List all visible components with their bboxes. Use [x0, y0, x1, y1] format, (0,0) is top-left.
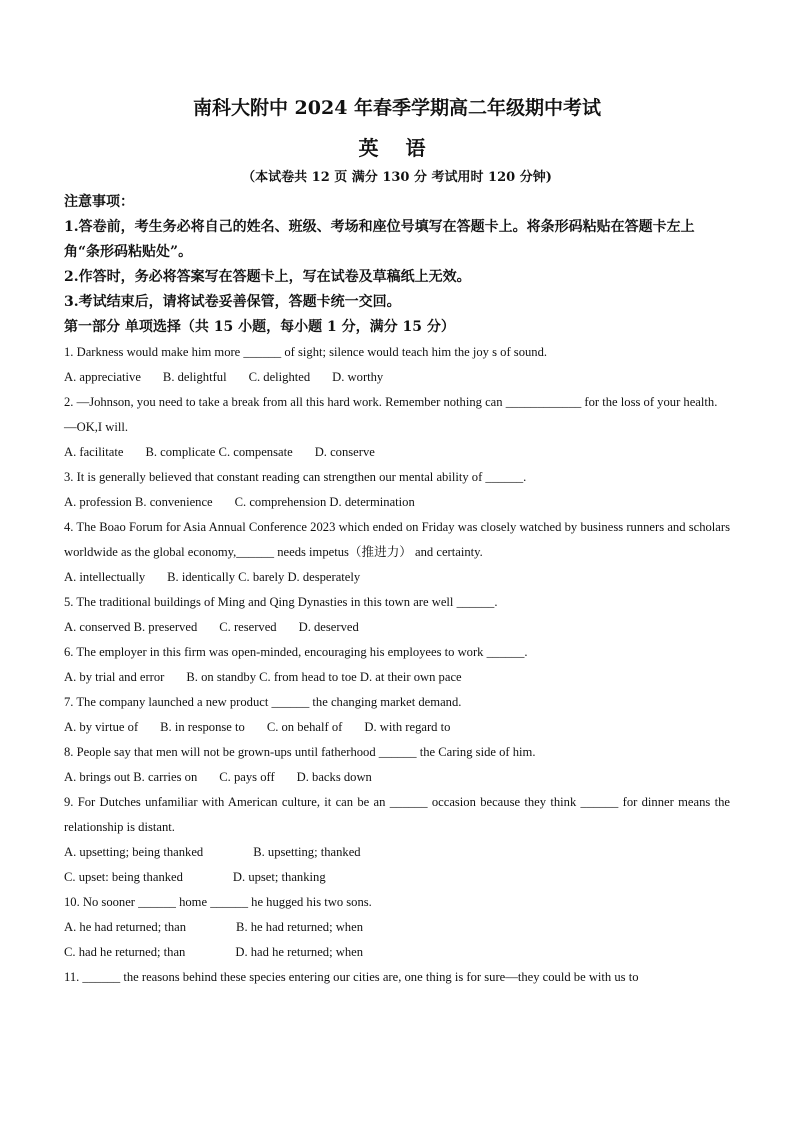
notice-heading: 注意事项：	[64, 194, 134, 210]
options-8	[64, 765, 730, 790]
question-3: 3. It is generally believed that constant reading can strengthen our mental ability of ______.	[64, 470, 527, 484]
option: D. backs down	[296, 770, 372, 784]
options-9-row-2	[64, 865, 730, 890]
exam-subject: 英 语	[358, 136, 436, 160]
option: D. with regard to	[364, 720, 451, 734]
options-6	[64, 665, 730, 690]
options-10-row-2	[64, 940, 730, 965]
option: A. facilitate	[64, 445, 124, 459]
question-6: 6. The employer in this firm was open-minded, encouraging his employees to work ______.	[64, 645, 528, 659]
option: D. deserved	[298, 620, 359, 634]
option: D. upset; thanking	[232, 870, 326, 884]
option: B. identically C. barely D. desperately	[167, 570, 361, 584]
option: C. on behalf of	[266, 720, 343, 734]
option: A. he had returned; than	[64, 920, 187, 934]
part-one-heading: 第一部分 单项选择（共 15 小题，每小题 1 分，满分 15 分）	[64, 319, 455, 335]
options-5	[64, 615, 730, 640]
option: C. reserved	[219, 620, 277, 634]
option: A. profession B. convenience	[64, 495, 213, 509]
notice-item-3: 3.考试结束后，请将试卷妥善保管，答题卡统一交回。	[64, 294, 401, 310]
option: D. had he returned; when	[235, 945, 364, 959]
question-8: 8. People say that men will not be grown-ups until fatherhood ______ the Caring side of him.	[64, 745, 536, 759]
option: B. in response to	[160, 720, 245, 734]
options-7	[64, 715, 730, 740]
exam-page	[64, 96, 730, 990]
options-3	[64, 490, 730, 515]
question-4: 4. The Boao Forum for Asia Annual Conference 2023 which ended on Friday was closely watched by business runners and scholars worldwide as the global economy,______ needs impetus（推进力） and certainty.	[64, 520, 730, 559]
option: A. by trial and error	[64, 670, 165, 684]
option: A. by virtue of	[64, 720, 139, 734]
option: C. had he returned; than	[64, 945, 186, 959]
question-7: 7. The company launched a new product ______ the changing market demand.	[64, 695, 462, 709]
option: A. intellectually	[64, 570, 146, 584]
option: C. delighted	[248, 370, 311, 384]
options-1	[64, 365, 730, 390]
option: B. complicate C. compensate	[145, 445, 293, 459]
option: A. appreciative	[64, 370, 141, 384]
option: B. on standby C. from head to toe D. at their own pace	[186, 670, 462, 684]
question-2: 2. —Johnson, you need to take a break from all this hard work. Remember nothing can ____________ for the loss of your health.	[64, 395, 718, 409]
question-9: 9. For Dutches unfamiliar with American culture, it can be an ______ occasion because they think ______ for dinner means the relationship is distant.	[64, 795, 730, 834]
options-2	[64, 440, 730, 465]
option: A. upsetting; being thanked	[64, 845, 204, 859]
notice-item-2: 2.作答时，务必将答案写在答题卡上，写在试卷及草稿纸上无效。	[64, 269, 471, 285]
option: B. he had returned; when	[236, 920, 363, 934]
question-10: 10. No sooner ______ home ______ he hugged his two sons.	[64, 895, 372, 909]
option: D. worthy	[332, 370, 384, 384]
exam-title: 南科大附中 2024 年春季学期高二年级期中考试	[192, 97, 602, 119]
option: A. brings out B. carries on	[64, 770, 198, 784]
option: D. conserve	[314, 445, 375, 459]
options-9-row-1	[64, 840, 730, 865]
question-1: 1. Darkness would make him more ______ of sight; silence would teach him the joy s of sound.	[64, 345, 548, 359]
options-10-row-1	[64, 915, 730, 940]
options-4	[64, 565, 730, 590]
option: C. comprehension D. determination	[234, 495, 415, 509]
question-2-reply: —OK,I will.	[64, 420, 129, 434]
question-11: 11. ______ the reasons behind these species entering our cities are, one thing is for sure—they could be with us to	[64, 970, 639, 984]
exam-info: （本试卷共 12 页 满分 130 分 考试用时 120 分钟)	[242, 170, 552, 185]
option: B. upsetting; thanked	[253, 845, 361, 859]
question-5: 5. The traditional buildings of Ming and Qing Dynasties in this town are well ______.	[64, 595, 498, 609]
option: C. pays off	[219, 770, 275, 784]
notice-item-1: 1.答卷前，考生务必将自己的姓名、班级、考场和座位号填写在答题卡上。将条形码粘贴在答题卡左上角“条形码粘贴处”。	[64, 219, 695, 260]
option: B. delightful	[162, 370, 227, 384]
option: C. upset: being thanked	[64, 870, 183, 884]
option: A. conserved B. preserved	[64, 620, 198, 634]
